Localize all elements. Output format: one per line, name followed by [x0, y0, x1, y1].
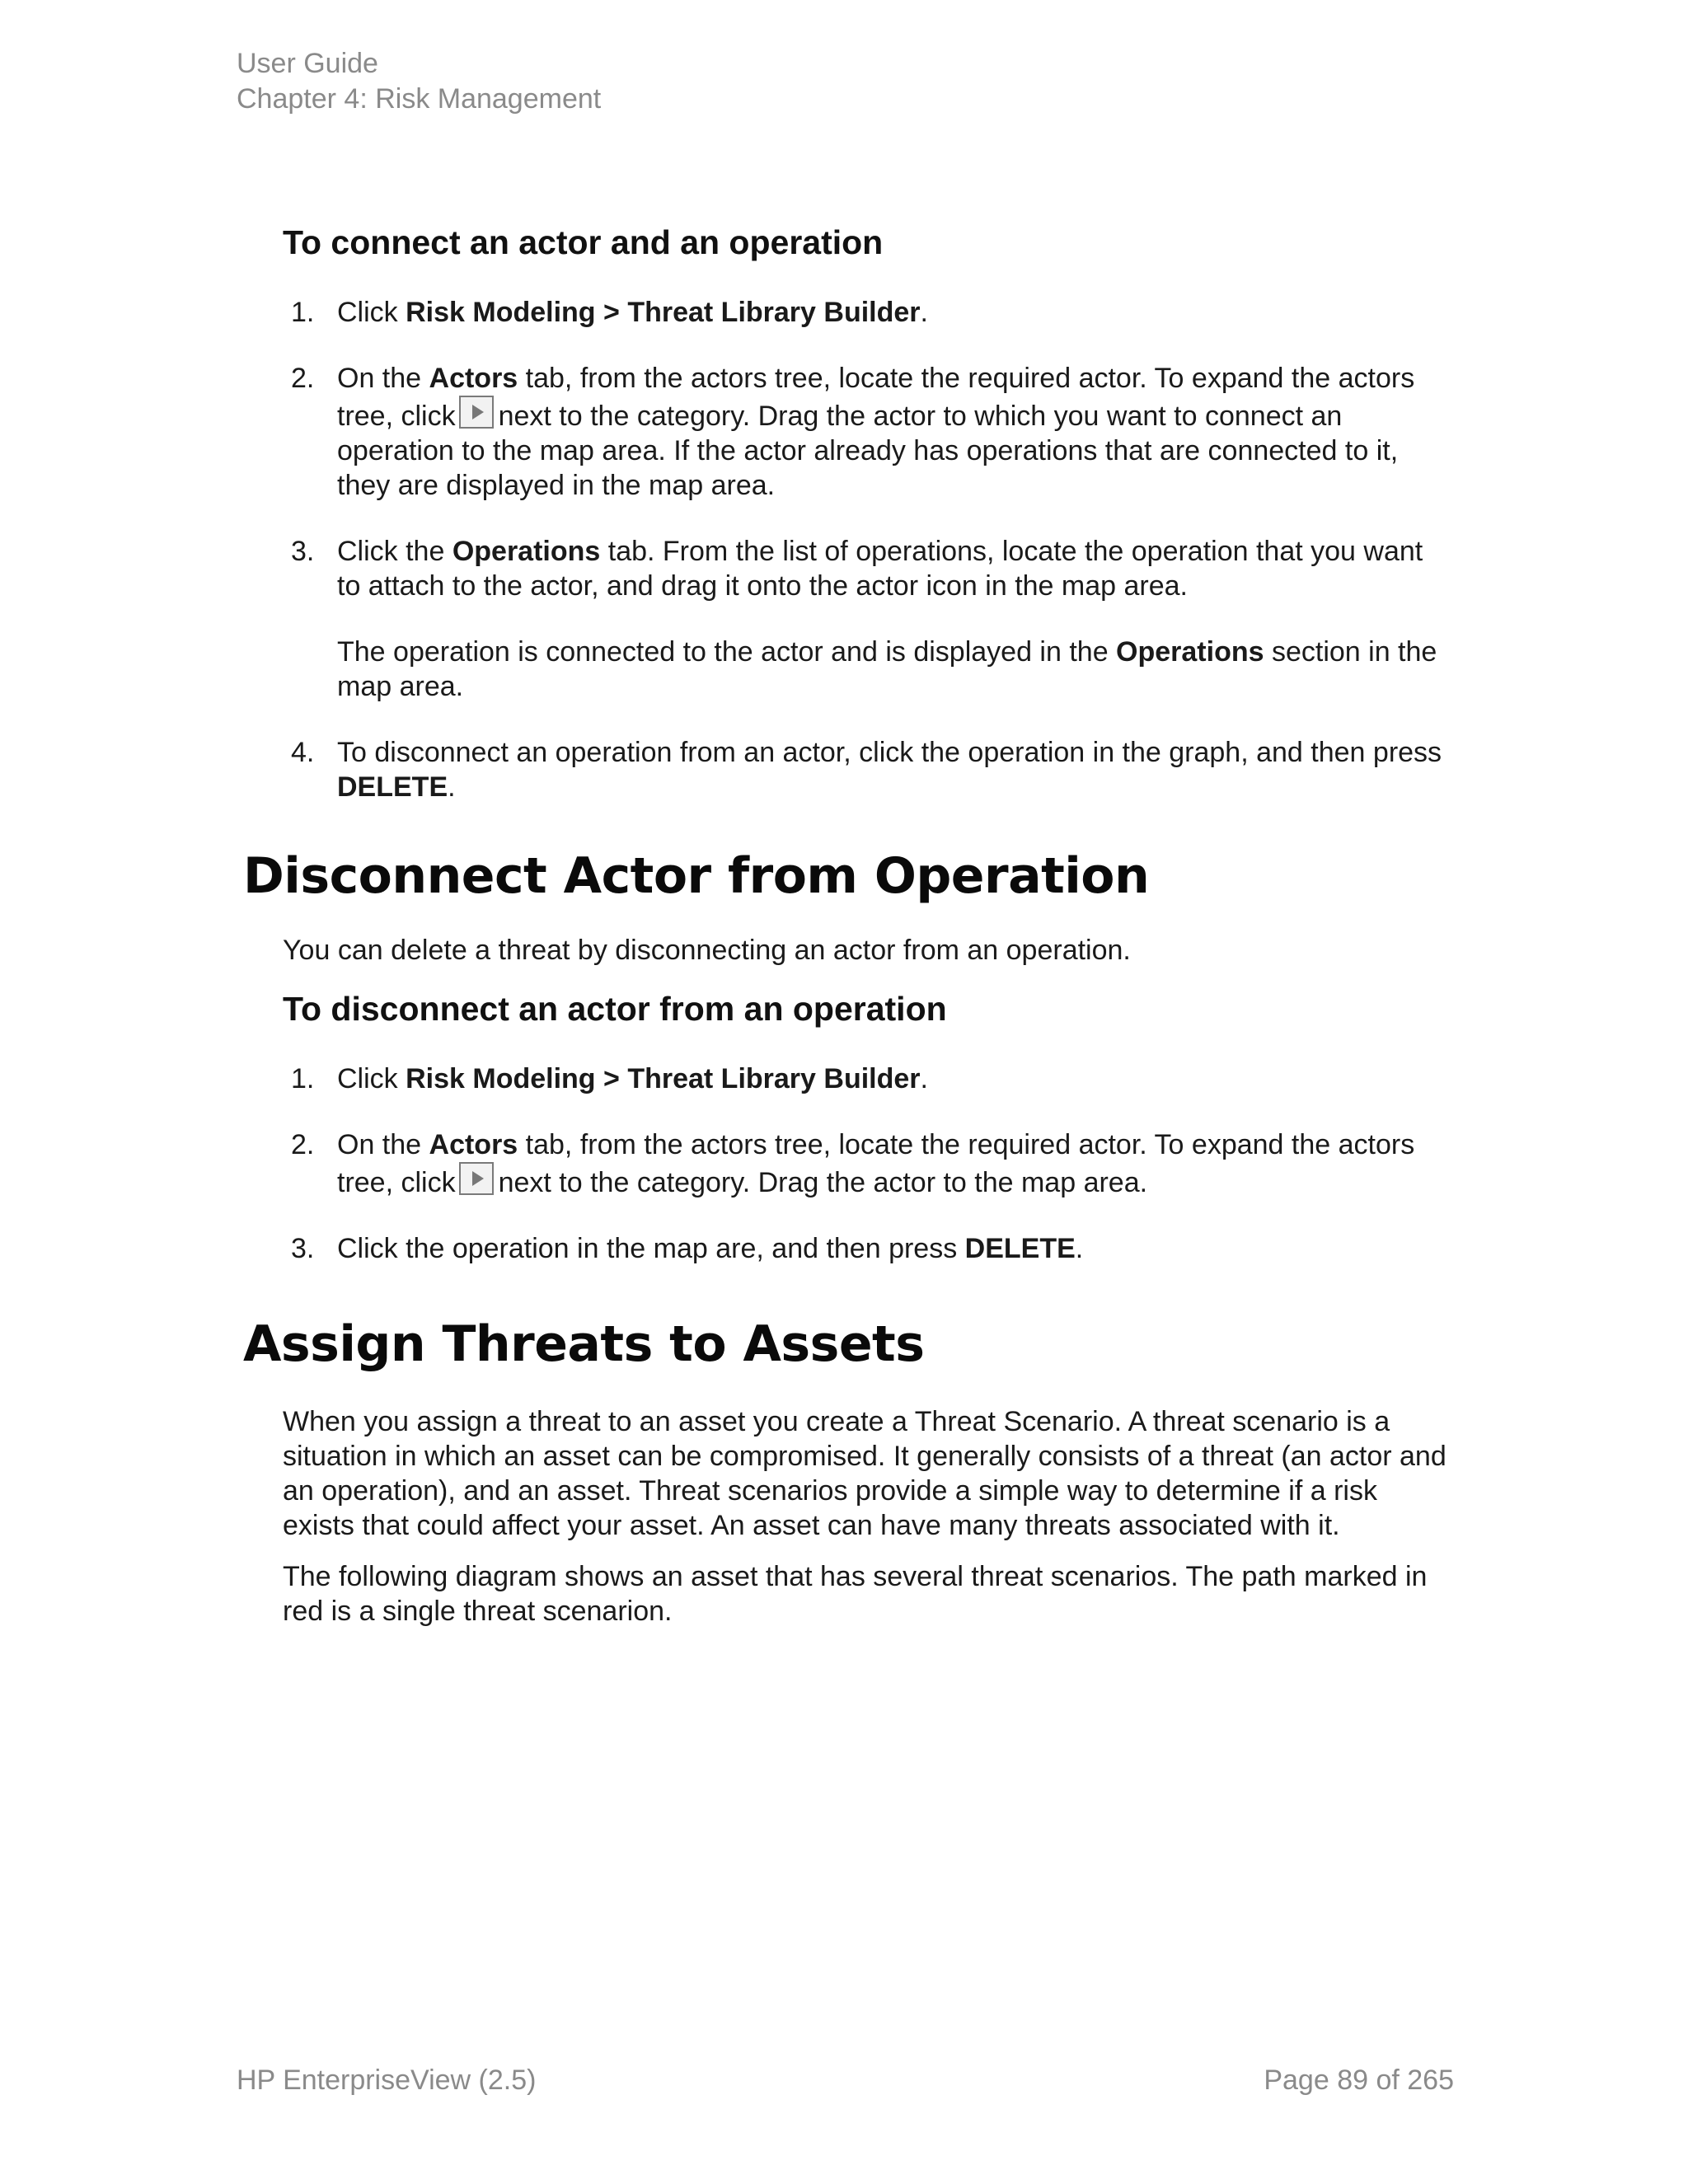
section-title-disconnect: Disconnect Actor from Operation [243, 847, 1150, 905]
section-intro: You can delete a threat by disconnecting an actor from an operation. [283, 935, 1131, 966]
disconnect-steps-list [283, 1062, 1453, 1266]
footer-page-number: Page 89 of 265 [1264, 2064, 1454, 2096]
header-chapter: Chapter 4: Risk Management [237, 83, 602, 115]
ui-term-operations: Operations [452, 536, 601, 567]
page-header [237, 46, 601, 117]
procedure-heading-connect: To connect an actor and an operation [283, 223, 884, 261]
list-item: 2. On the Actors tab, from the actors tree, locate the required actor. To expand the actors tree, click next to the category. Drag the actor to which you want to connect an operation to the map area. If the actor already has operations that are connected to it, they are displayed in the map area. [291, 363, 1415, 501]
list-item: 1. Click Risk Modeling > Threat Library Builder. [291, 297, 928, 328]
procedure-heading-disconnect: To disconnect an actor from an operation [283, 990, 947, 1028]
list-item: 3. Click the operation in the map are, and then press DELETE. [291, 1233, 1084, 1264]
menu-path: Risk Modeling > Threat Library Builder [406, 297, 921, 328]
section-title-assign: Assign Threats to Assets [243, 1315, 925, 1373]
list-item: 2. On the Actors tab, from the actors tree, locate the required actor. To expand the actors tree, click next to the category. Drag the actor to the map area. [291, 1129, 1415, 1198]
key-delete: DELETE [337, 771, 448, 803]
list-item: 3. Click the Operations tab. From the list of operations, locate the operation that you want to attach to the actor, and drag it onto the actor icon in the map area. The operation is connected to the actor and is displayed in the Operations section in the map area. [291, 536, 1437, 702]
expand-arrow-icon [459, 1162, 494, 1195]
list-item: 1. Click Risk Modeling > Threat Library Builder. [291, 1063, 928, 1094]
footer-product: HP EnterpriseView (2.5) [237, 2064, 537, 2096]
page-content [243, 223, 1453, 1645]
list-item: 4. To disconnect an operation from an actor, click the operation in the graph, and then press DELETE. [291, 737, 1442, 803]
expand-arrow-icon [459, 396, 494, 429]
header-guide-title: User Guide [237, 48, 378, 79]
paragraph: When you assign a threat to an asset you create a Threat Scenario. A threat scenario is a situation in which an asset can be compromised. It generally consists of a threat (an actor and an operation), and an asset. Threat scenarios provide a simple way to determine if a risk exists that could affect your asset. An asset can have many threats associated with it. [283, 1406, 1447, 1541]
paragraph: The following diagram shows an asset that has several threat scenarios. The path marked in red is a single threat scenarion. [283, 1561, 1428, 1627]
ui-term-actors: Actors [429, 363, 518, 394]
connect-steps-list [283, 295, 1453, 804]
